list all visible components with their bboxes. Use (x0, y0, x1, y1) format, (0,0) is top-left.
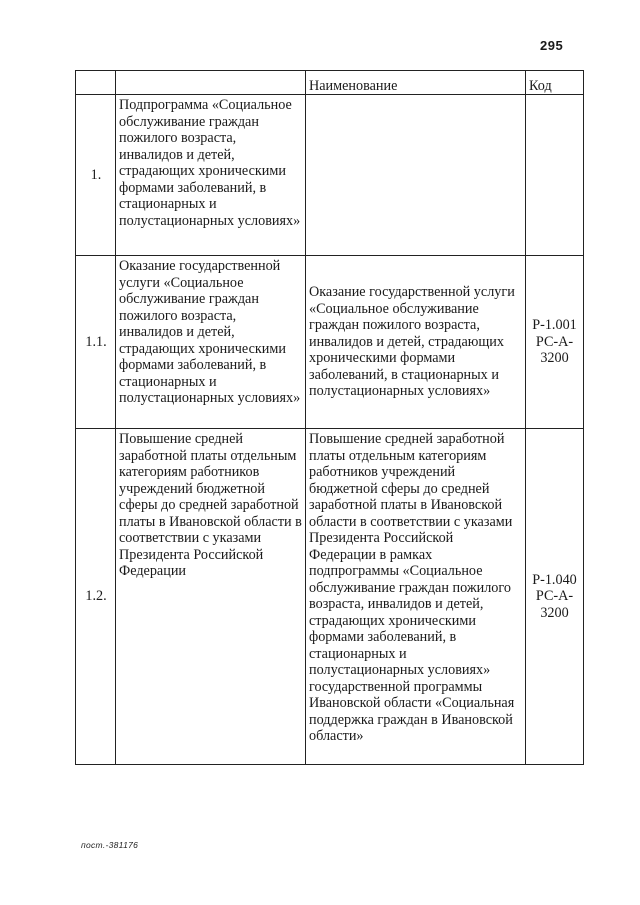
row-full-name (306, 429, 526, 765)
row-full-name (306, 95, 526, 256)
row-code (526, 256, 584, 429)
header-full-name: Наименование (306, 71, 526, 95)
row-number: 1.1. (76, 256, 116, 429)
footer-note: пост.-381176 (81, 840, 139, 850)
table-row (76, 429, 584, 765)
row-name-text: Оказание государственной услуги «Социальное обслуживание граждан пожилого возраста, инвалидов и детей, страдающих хроническими формами заболеваний, в стационарных и полустационарных условиях» (119, 258, 301, 406)
row-code-line: РС-А- (535, 588, 574, 605)
table-row (76, 256, 584, 429)
row-name (116, 429, 306, 765)
row-name-text: Подпрограмма «Социальное обслуживание граждан пожилого возраста, инвалидов и детей, страдающих хроническими формами заболеваний, в стационарных и полустационарных условиях» (119, 97, 301, 229)
row-number: 1. (76, 95, 116, 256)
row-full-name-text: Повышение средней заработной платы отдельным категориям работников учреждений бюджетной сферы до средней заработной платы в Ивановской области в соответствии с указами Президента Российской Федерации в рамках подпрограммы «Социальное обслуживание граждан пожилого возраста, инвалидов и детей, страдающих хроническими формами заболеваний, в стационарных и полустационарных условиях» государственной программы Ивановской области «Социальная поддержка граждан в Ивановской области» (309, 431, 515, 744)
row-code (526, 429, 584, 765)
header-num (76, 71, 116, 95)
row-code (526, 95, 584, 256)
row-code-line: 3200 (540, 350, 569, 367)
header-code: Код (526, 71, 584, 95)
row-number: 1.2. (76, 429, 116, 765)
row-code-line: РС-А- (535, 333, 574, 350)
row-name (116, 256, 306, 429)
page-number: 295 (540, 38, 564, 53)
row-code-line: Р-1.040 (532, 571, 577, 588)
row-code-line: Р-1.001 (532, 317, 577, 334)
row-name (116, 95, 306, 256)
table-row (76, 95, 584, 256)
document-table (75, 70, 584, 765)
header-name (116, 71, 306, 95)
row-full-name: Оказание государственной услуги «Социальное обслуживание граждан пожилого возраста, инвалидов и детей, страдающих хроническими формами заболеваний, в стационарных и полустационарных условиях» (306, 256, 526, 429)
row-name-text: Повышение средней заработной платы отдельным категориям работников учреждений бюджетной сферы до средней заработной платы в Ивановской области в соответствии с указами Президента Российской Федерации (119, 431, 302, 579)
table-header-row (76, 71, 584, 95)
row-code-line: 3200 (540, 604, 569, 621)
